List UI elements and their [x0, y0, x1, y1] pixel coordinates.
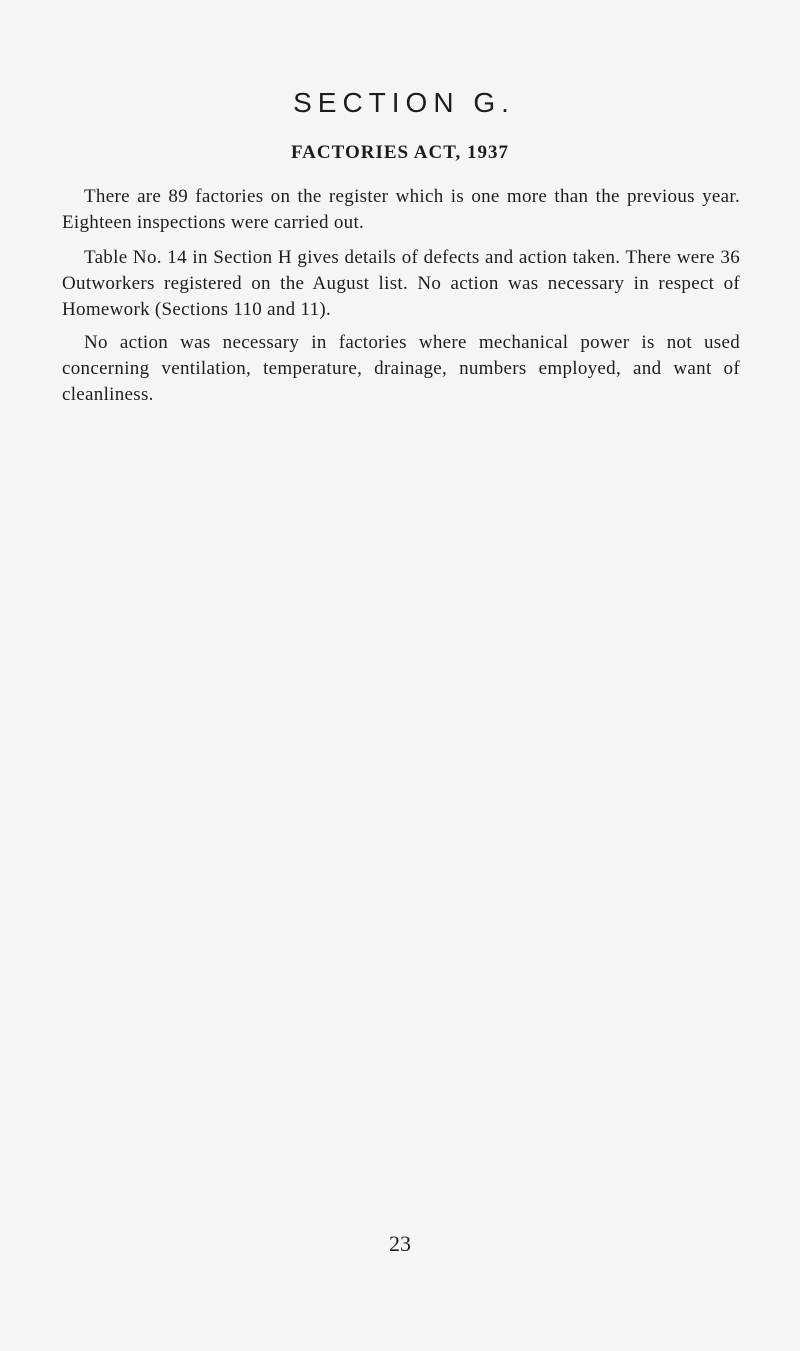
paragraph-defects-outworkers: Table No. 14 in Section H gives details of defects and action taken. There were 36 Outworkers registered on the August list. No action was necessary in respect of Homework (Sections 110 and 11).	[62, 247, 740, 320]
section-title: SECTION G.	[293, 87, 515, 118]
paragraph-no-action: No action was necessary in factories where mechanical power is not used concerning ventilation, temperature, drainage, numbers employed, and want of cleanliness.	[62, 332, 740, 405]
page-number: 23	[389, 1231, 411, 1256]
paragraph-factories-register: There are 89 factories on the register which is one more than the previous year. Eighteen inspections were carried out.	[62, 186, 740, 233]
act-subtitle: FACTORIES ACT, 1937	[290, 142, 509, 163]
